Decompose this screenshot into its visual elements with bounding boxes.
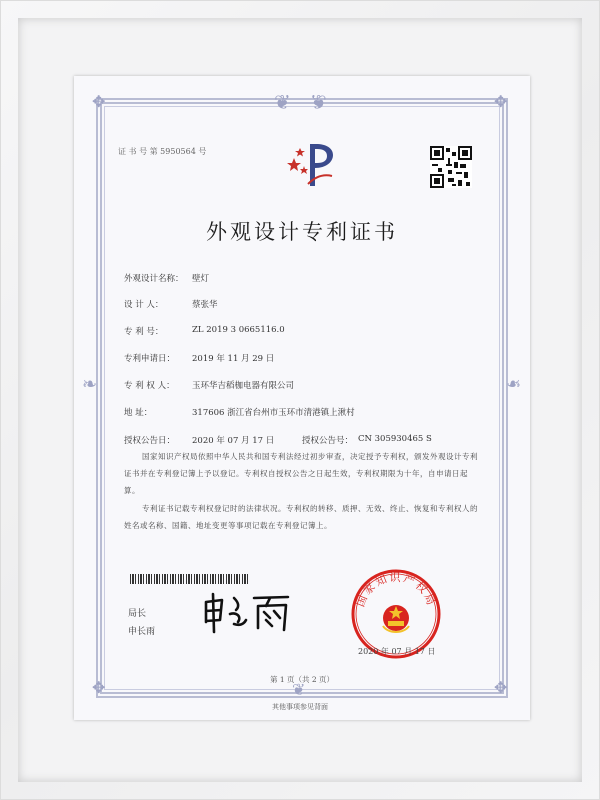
corner-ornament-br: ✥ bbox=[494, 678, 508, 697]
design-name-label: 外观设计名称： bbox=[124, 274, 184, 284]
announcement-date-value: 2020 年 07 月 17 日 bbox=[192, 436, 275, 446]
footer-note: 其他事项参见背面 bbox=[272, 703, 328, 711]
top-ornament-mirror: ❦ bbox=[310, 90, 327, 114]
qr-code-icon bbox=[430, 146, 472, 188]
certificate-paragraph-2: 专利证书记载专利权登记时的法律状况。专利权的转移、质押、无效、终止、恢复和专利权人的姓名或名称、国籍、地址变更等事项记载在专利登记簿上。 bbox=[124, 504, 478, 530]
top-ornament: ❦ bbox=[274, 90, 291, 114]
announcement-number-label: 授权公告号： bbox=[302, 436, 354, 446]
patentee-label: 专 利 权 人： bbox=[124, 381, 175, 391]
patent-number-value: ZL 2019 3 0665116.0 bbox=[192, 325, 285, 335]
patent-office-logo-icon bbox=[286, 136, 336, 196]
director-signature bbox=[200, 588, 292, 634]
left-ornament: ❧ bbox=[82, 374, 98, 395]
corner-ornament-tl: ✥ bbox=[92, 92, 106, 111]
right-ornament: ❧ bbox=[506, 374, 522, 395]
announcement-number-value: CN 305930465 S bbox=[358, 434, 432, 444]
director-name: 申长雨 bbox=[128, 627, 156, 637]
director-title: 局长 bbox=[128, 609, 147, 619]
barcode bbox=[130, 574, 250, 584]
application-date-label: 专利申请日： bbox=[124, 354, 176, 364]
page-indicator: 第 1 页（共 2 页） bbox=[269, 675, 335, 684]
corner-ornament-tr: ✥ bbox=[494, 92, 508, 111]
bottom-ornament: ❦ bbox=[292, 680, 306, 699]
certificate-title: 外观设计专利证书 bbox=[206, 220, 398, 244]
certificate-paragraph-1: 国家知识产权局依照中华人民共和国专利法经过初步审查，决定授予专利权，颁发外观设计专利证书并在专利登记簿上予以登记。专利权自授权公告之日起生效，专利权期限为十年，自申请日起算。 bbox=[124, 452, 478, 495]
announcement-date-label: 授权公告日： bbox=[124, 436, 176, 446]
patentee-value: 玉环华吉稻枷电器有限公司 bbox=[192, 381, 295, 391]
seal-date: 2020 年 07 月 17 日 bbox=[358, 647, 436, 656]
application-date-value: 2019 年 11 月 29 日 bbox=[192, 354, 275, 364]
corner-ornament-bl: ✥ bbox=[92, 678, 106, 697]
certificate-paper bbox=[74, 76, 530, 720]
design-name-value: 壁灯 bbox=[192, 274, 210, 284]
designer-label: 设 计 人： bbox=[124, 300, 164, 310]
svg-text:国家知识产权局: 国家知识产权局 bbox=[353, 570, 439, 609]
address-value: 317606 浙江省台州市玉环市清港镇上湫村 bbox=[192, 408, 355, 418]
patent-number-label: 专 利 号： bbox=[124, 327, 164, 337]
address-label: 地 址： bbox=[124, 408, 153, 418]
certificate-number: 证 书 号 第 5950564 号 bbox=[118, 147, 207, 156]
designer-value: 蔡张华 bbox=[192, 300, 218, 310]
